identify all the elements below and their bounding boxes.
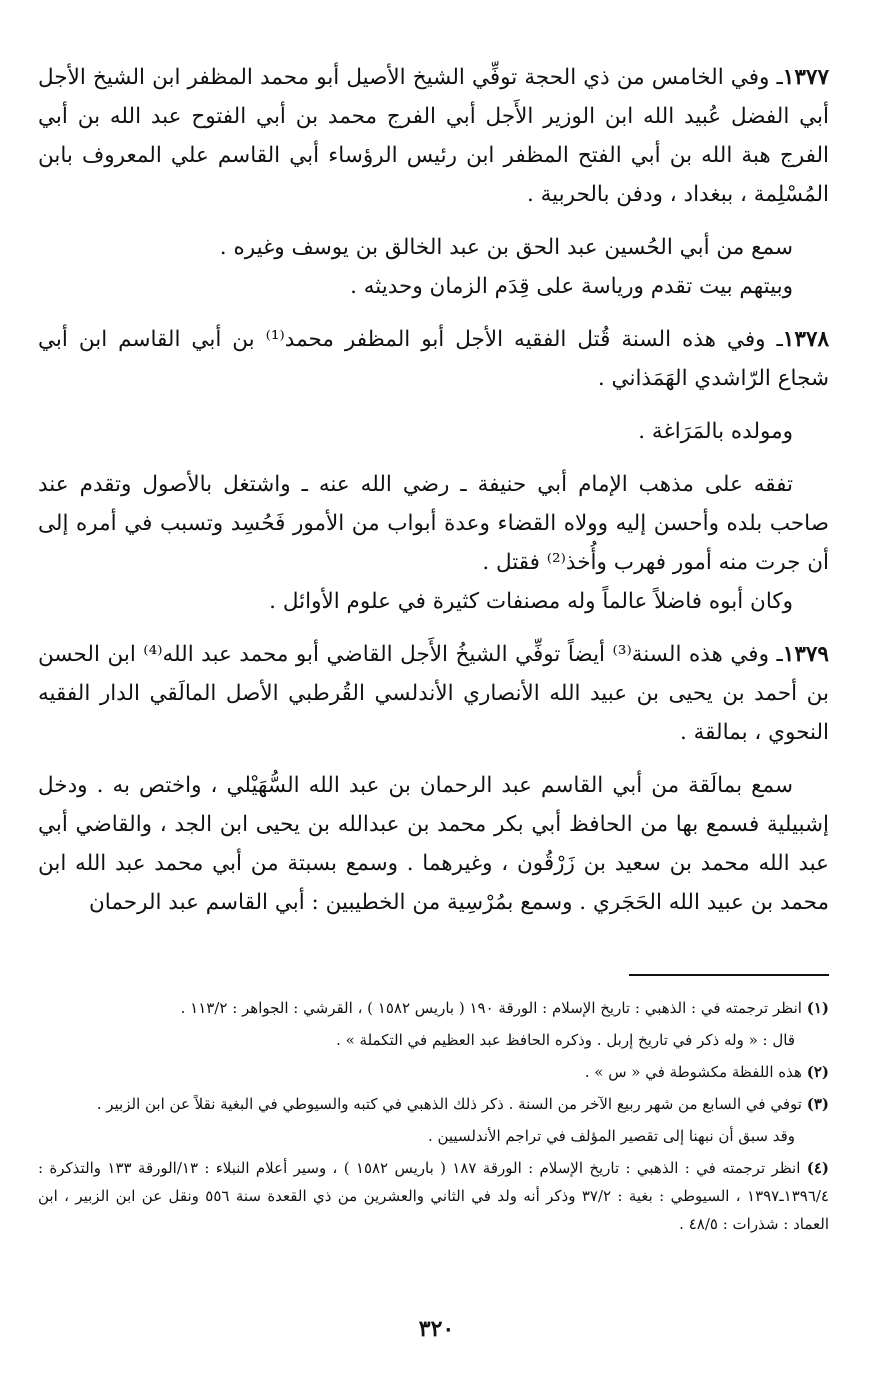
paragraph: تفقه على مذهب الإمام أبي حنيفة ـ رضي الله عنه ـ واشتغل بالأصول وتقدم عند صاحب بلده وأحسن إليه وولاه القضاء وعدة أبواب من الأمور فَحُسِد وتسبب في أمره إلى أن جرت منه أمور فهرب وأُخذ⁽²⁾ فقتل . [38,472,829,575]
footnote-3-continued: وقد سبق أن نبهنا إلى تقصير المؤلف في تراجم الأندلسيين . [427,1127,795,1145]
page-number: ٣٢٠ [418,1316,455,1342]
footnote-number: (١) [806,999,829,1017]
footnote-1 [38,994,829,1022]
footnote-number: (٢) [806,1063,829,1081]
entry-1378 [38,320,829,398]
paragraph: سمع من أبي الحُسين عبد الحق بن عبد الخالق بن يوسف وغيره . [219,235,793,260]
paragraph: سمع بمالَقة من أبي القاسم عبد الرحمان بن عبد الله السُّهَيْلي ، واختص به . ودخل إشبيلية فسمع بها من الحافظ أبي بكر محمد بن عبدالله بن يحيى ابن الجد ، والقاضي أبي عبد الله محمد بن سعيد بن زَرْقُون ، وغيرهما . وسمع بسبتة من أبي محمد عبد الله ابن محمد بن عبيد الله الحَجَري . وسمع بمُرْسِية من الخطيبين : أبي القاسم عبد الرحمان [38,773,829,915]
footnote-text: هذه اللفظة مكشوطة في « س » . [584,1063,802,1081]
entry-text: ـ وفي هذه السنة قُتل الفقيه الأجل أبو المظفر محمد⁽¹⁾ بن أبي القاسم ابن أبي شجاع الرّاشدي الهَمَذاني . [38,327,829,391]
paragraph: ومولده بالمَرَاغة . [638,419,793,444]
footnotes [38,994,829,1238]
footnote-separator [629,974,829,976]
footnote-number: (٣) [806,1095,829,1113]
footnote-number: (٤) [806,1159,830,1177]
footnote-1-continued: قال : « وله ذكر في تاريخ إربل . وذكره الحافظ عبد العظيم في التكملة » . [336,1031,795,1049]
footnote-2 [38,1058,829,1086]
main-text [38,58,829,922]
entry-text: ـ وفي هذه السنة⁽³⁾ أيضاً توفِّي الشيخُ الأَجل القاضي أبو محمد عبد الله⁽⁴⁾ ابن الحسن بن أحمد بن يحيى بن عبيد الله الأنصاري الأندلسي القُرطبي الأصل المالَقي الدار الفقيه النحوي ، بمالقة . [38,642,829,745]
footnote-4 [38,1154,829,1238]
footnote-text: انظر ترجمته في : الذهبي : تاريخ الإسلام : الورقة ١٨٧ ( باريس ١٥٨٢ ) ، وسير أعلام النبلاء : ١٣/الورقة ١٣٣ والتذكرة : ١٣٩٦/٤ـ١٣٩٧ ، السيوطي : بغية : ٣٧/٢ وذكر أنه ولد في الثاني والعشرين من ذي القعدة سنة ٥٥٦ ونقل عن ابن الزبير ، ابن العماد : شذرات : ٤٨/٥ . [38,1159,829,1233]
footnote-3 [38,1090,829,1118]
footnote-text: انظر ترجمته في : الذهبي : تاريخ الإسلام : الورقة ١٩٠ ( باريس ١٥٨٢ ) ، القرشي : الجواهر : ١١٣/٢ . [180,999,802,1017]
paragraph: وكان أبوه فاضلاً عالماً وله مصنفات كثيرة في علوم الأوائل . [269,589,793,614]
paragraph: وبيتهم بيت تقدم ورياسة على قِدَم الزمان وحديثه . [350,274,793,299]
entry-1377 [38,58,829,214]
footnote-text: توفي في السابع من شهر ربيع الآخر من السنة . ذكر ذلك الذهبي في كتبه والسيوطي في البغية نقلاً عن ابن الزبير . [96,1095,802,1113]
entry-number: ١٣٧٨ [782,327,829,352]
entry-text: ـ وفي الخامس من ذي الحجة توفِّي الشيخ الأصيل أبو محمد المظفر ابن الشيخ الأجل أبي الفضل عُبيد الله ابن الوزير الأَجل أبي الفرج محمد بن أبي الفتوح عبد الله بن أبي الفرج هبة الله بن أبي الفتح المظفر ابن رئيس الرؤساء أبي القاسم علي المعروف بابن المُسْلِمة ، ببغداد ، ودفن بالحربية . [38,65,829,207]
entry-number: ١٣٧٩ [782,642,829,667]
entry-number: ١٣٧٧ [782,65,829,90]
entry-1379 [38,635,829,752]
